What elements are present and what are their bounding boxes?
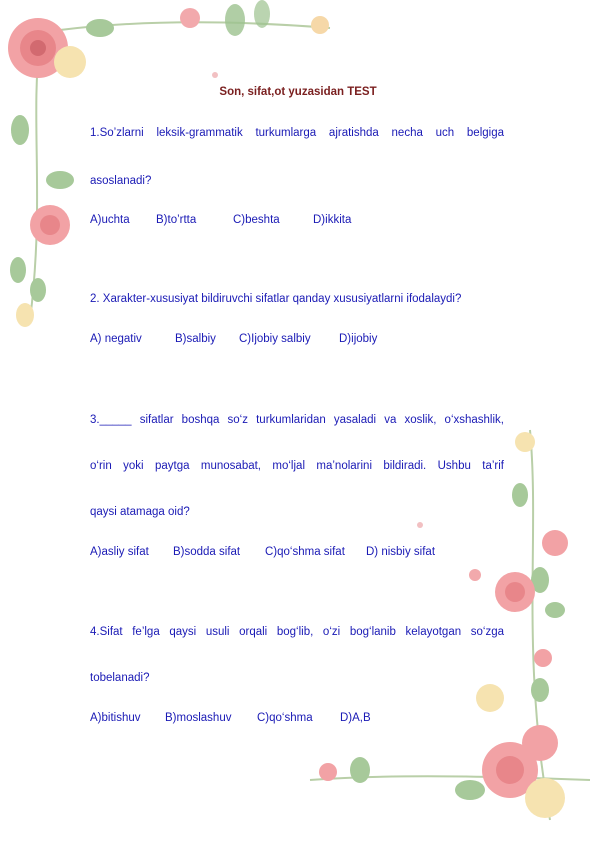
question-1-line-2: asoslanadi?: [90, 175, 152, 187]
question-3-options: [90, 546, 504, 558]
question-2-options: [90, 333, 504, 345]
question-2-option-b: B)salbiy: [175, 333, 216, 345]
question-3-option-d: D) nisbiy sifat: [366, 546, 436, 558]
question-4-line-1: 4.Sifat fe’lga qaysi usuli orqali bog‘lib, o‘zi bog‘lanib kelayotgan so‘zga: [90, 626, 504, 638]
question-4-line-2: tobelanadi?: [90, 672, 150, 684]
question-4-option-d: D)A,B: [340, 712, 371, 724]
question-2-option-c: C)Ijobiy salbiy: [239, 333, 311, 345]
question-3-line-3: qaysi atamaga oid?: [90, 506, 190, 518]
rose-border-top-left-decoration: [0, 0, 340, 340]
question-2-option-a: A) negativ: [90, 333, 142, 345]
question-1-option-c: C)beshta: [233, 214, 280, 226]
question-4-option-c: C)qo‘shma: [257, 712, 313, 724]
question-1-option-a: A)uchta: [90, 214, 130, 226]
question-3-option-c: C)qo‘shma sifat: [265, 546, 345, 558]
question-1-options: [90, 214, 504, 226]
question-3-line-1: 3._____ sifatlar boshqa so‘z turkumlaridan yasaladi va xoslik, o‘xshashlik,: [90, 414, 504, 426]
question-1-option-b: B)to’rtta: [156, 214, 197, 226]
question-1-line-1: 1.So’zlarni leksik-grammatik turkumlarga ajratishda necha uch belgiga: [90, 127, 504, 139]
question-3-option-b: B)sodda sifat: [173, 546, 241, 558]
question-3-line-2: o‘rin yoki paytga munosabat, mo‘ljal ma’nolarini bildiradi. Ushbu ta’rif: [90, 460, 504, 472]
question-2-option-d: D)ijobiy: [339, 333, 378, 345]
question-4-options: [90, 712, 504, 724]
question-2-line-1: 2. Xarakter-xususiyat bildiruvchi sifatlar qanday xususiyatlarni ifodalaydi?: [90, 293, 462, 305]
document-title: Son, sifat,ot yuzasidan TEST: [219, 86, 377, 98]
question-3-option-a: A)asliy sifat: [90, 546, 149, 558]
question-4-option-a: A)bitishuv: [90, 712, 141, 724]
question-4-option-b: B)moslashuv: [165, 712, 232, 724]
question-1-option-d: D)ikkita: [313, 214, 352, 226]
